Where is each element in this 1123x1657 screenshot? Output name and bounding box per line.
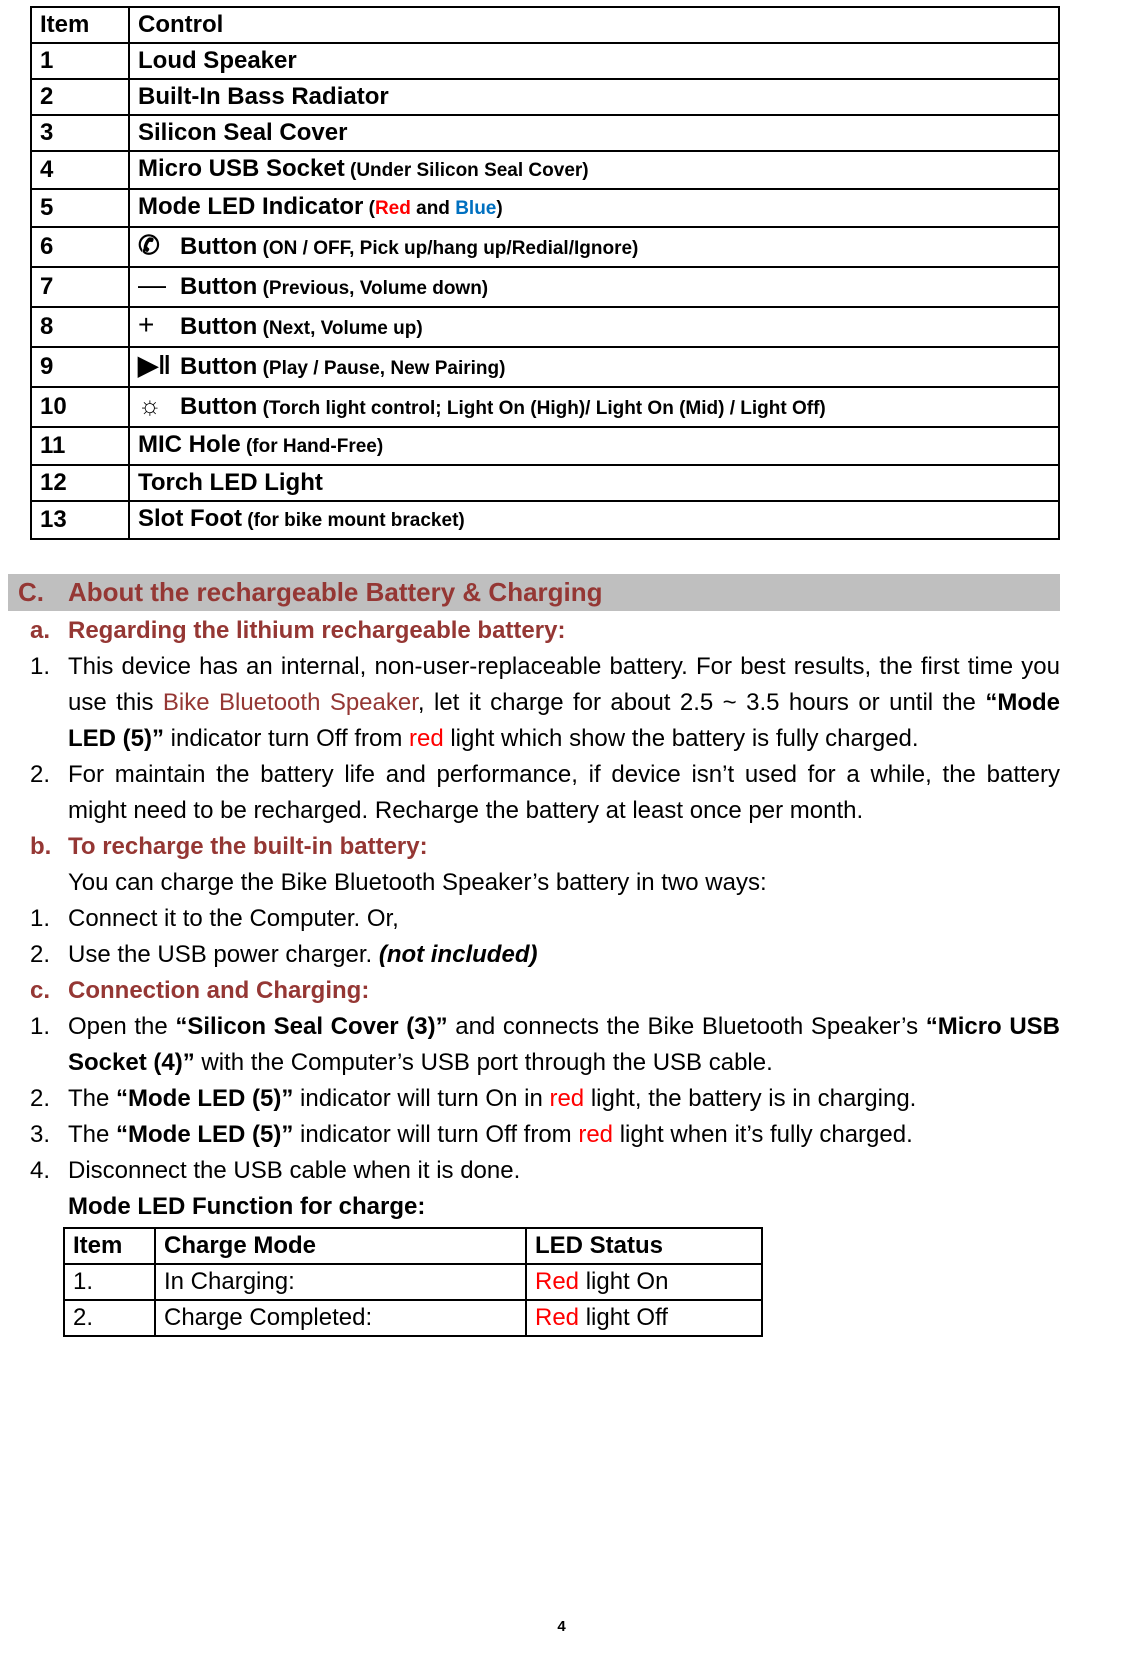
- text-segment: (Next, Volume up): [257, 318, 423, 339]
- text-segment: Red: [374, 198, 411, 219]
- text-segment: (ON / OFF, Pick up/hang up/Redial/Ignore): [257, 238, 639, 259]
- text-segment: MIC Hole: [138, 431, 241, 458]
- text-segment: with the Computer’s USB port through the USB cable.: [194, 1049, 773, 1076]
- control-description-cell: [129, 79, 1059, 115]
- led-charge-mode: In Charging:: [155, 1264, 526, 1300]
- controls-table-row: [31, 347, 1059, 387]
- list-marker-c4: 4.: [30, 1157, 51, 1184]
- control-description-cell: [129, 115, 1059, 151]
- text-segment: indicator turn Off from: [164, 725, 409, 752]
- controls-table-row: [31, 227, 1059, 267]
- section-c-title: About the rechargeable Battery & Charging: [68, 577, 603, 607]
- paragraph-a1: [68, 649, 1060, 757]
- control-description-cell: [129, 347, 1059, 387]
- text-segment: Micro USB Socket: [138, 155, 345, 182]
- led-table-body: [64, 1264, 762, 1336]
- paragraph-b-intro: [68, 865, 1060, 901]
- control-item-number: 3: [31, 115, 129, 151]
- control-description-cell: [129, 43, 1059, 79]
- text-segment: The: [68, 1121, 117, 1148]
- paragraph-a2: [68, 757, 1060, 829]
- text-segment: (Previous, Volume down): [257, 278, 489, 299]
- text-segment: (not included): [378, 941, 538, 968]
- control-item-number: 2: [31, 79, 129, 115]
- subsection-c-heading: [30, 973, 1060, 1009]
- text-segment: “Silicon Seal Cover (3)”: [175, 1013, 448, 1040]
- page-number: 4: [557, 1618, 566, 1635]
- text-segment: (Torch light control; Light On (High)/ Light On (Mid) / Light Off): [257, 398, 826, 419]
- text-segment: ): [496, 198, 503, 219]
- control-description-cell: [129, 227, 1059, 267]
- control-item-number: 13: [31, 501, 129, 539]
- list-item-b1: [30, 901, 1060, 937]
- text-segment: Button: [180, 273, 258, 300]
- text-segment: and: [410, 198, 456, 219]
- text-segment: Use the USB power charger.: [68, 941, 379, 968]
- text-segment: “Micro USB Socket (4)”: [68, 1013, 1061, 1076]
- led-item-number: 2.: [64, 1300, 155, 1336]
- list-item-a2: [30, 757, 1060, 829]
- text-segment: Mode LED Function for charge:: [68, 1193, 426, 1220]
- led-charge-mode: Charge Completed:: [155, 1300, 526, 1336]
- paragraph-b2: [68, 937, 1060, 973]
- controls-table-row: [31, 43, 1059, 79]
- controls-header-item: Item: [31, 7, 129, 43]
- paragraph-c1: [68, 1009, 1060, 1081]
- text-segment: indicator will turn Off from: [293, 1121, 579, 1148]
- controls-table-row: [31, 79, 1059, 115]
- text-segment: Button: [180, 353, 258, 380]
- paragraph-c3: [68, 1117, 1060, 1153]
- controls-table-row: [31, 465, 1059, 501]
- text-segment: Button: [180, 233, 258, 260]
- control-description-cell: [129, 151, 1059, 189]
- led-table-row: [64, 1264, 762, 1300]
- led-status: [526, 1300, 762, 1336]
- text-segment: Mode LED Indicator: [138, 193, 364, 220]
- text-segment: Button: [180, 313, 258, 340]
- control-description-cell: [129, 465, 1059, 501]
- text-segment: Slot Foot: [138, 505, 242, 532]
- text-segment: Silicon Seal Cover: [138, 119, 348, 146]
- control-item-number: 6: [31, 227, 129, 267]
- led-header-charge-mode: Charge Mode: [155, 1228, 526, 1264]
- text-segment: and connects the Bike Bluetooth Speaker’s: [447, 1013, 926, 1040]
- subsection-a-heading: [30, 613, 1060, 649]
- controls-header-control: Control: [129, 7, 1059, 43]
- list-item-c1: [30, 1009, 1060, 1081]
- list-marker-empty: [30, 865, 68, 901]
- list-item-c4: [30, 1153, 1060, 1189]
- controls-table-row: [31, 427, 1059, 465]
- text-segment: (Play / Pause, New Pairing): [257, 358, 506, 379]
- list-marker-a2: 2.: [30, 761, 51, 788]
- subsection-c-title: Connection and Charging:: [68, 977, 370, 1004]
- text-segment: , let it charge for about 2.5 ~ 3.5 hours or until the: [417, 689, 986, 716]
- control-description-cell: [129, 267, 1059, 307]
- text-segment: (: [363, 198, 375, 219]
- list-item-c3: [30, 1117, 1060, 1153]
- list-marker-c3: 3.: [30, 1121, 51, 1148]
- controls-table: [30, 6, 1060, 540]
- subsection-a-marker: a.: [30, 617, 51, 644]
- play-pause-icon: ▶‖: [138, 350, 171, 380]
- text-segment: light Off: [579, 1304, 668, 1331]
- text-segment: light which show the battery is fully charged.: [443, 725, 919, 752]
- led-header-item: Item: [64, 1228, 155, 1264]
- controls-table-body: [31, 43, 1059, 539]
- control-description-cell: [129, 189, 1059, 227]
- text-segment: Red: [535, 1304, 580, 1331]
- text-segment: indicator will turn On in: [293, 1085, 550, 1112]
- list-marker-c1: 1.: [30, 1013, 51, 1040]
- minus-icon: —: [138, 269, 166, 300]
- text-segment: (for Hand-Free): [240, 436, 384, 457]
- list-marker-b1: 1.: [30, 905, 51, 932]
- led-header-led-status: LED Status: [526, 1228, 762, 1264]
- controls-table-header-row: [31, 7, 1059, 43]
- control-description-cell: [129, 387, 1059, 427]
- phone-call-icon: ✆: [138, 230, 160, 260]
- text-segment: This device has an internal, non-user-replaceable battery. For best results, the first time you use this: [68, 653, 1060, 716]
- paragraph-b-intro-row: [30, 865, 1060, 901]
- subsection-c-marker: c.: [30, 977, 51, 1004]
- subsection-a-title: Regarding the lithium rechargeable battery:: [68, 617, 566, 644]
- control-item-number: 4: [31, 151, 129, 189]
- torch-light-icon: ☼: [138, 390, 162, 420]
- text-segment: red: [408, 725, 444, 752]
- led-item-number: 1.: [64, 1264, 155, 1300]
- text-segment: “Mode LED (5)”: [116, 1121, 294, 1148]
- control-item-number: 9: [31, 347, 129, 387]
- text-segment: Open the: [68, 1013, 176, 1040]
- control-item-number: 1: [31, 43, 129, 79]
- control-item-number: 8: [31, 307, 129, 347]
- controls-table-row: [31, 267, 1059, 307]
- control-item-number: 10: [31, 387, 129, 427]
- text-segment: (for bike mount bracket): [241, 510, 465, 531]
- control-description-cell: [129, 501, 1059, 539]
- controls-table-row: [31, 501, 1059, 539]
- section-c-header: [8, 574, 1060, 611]
- control-item-number: 5: [31, 189, 129, 227]
- plus-icon: +: [138, 309, 155, 340]
- led-table-caption-row: [30, 1189, 1060, 1225]
- text-segment: For maintain the battery life and performance, if device isn’t used for a while, the battery might need to be recharged. Recharge the battery at least once per month.: [68, 761, 1060, 824]
- text-segment: light On: [579, 1268, 669, 1295]
- list-marker-c2: 2.: [30, 1085, 51, 1112]
- text-segment: Blue: [455, 198, 497, 219]
- text-segment: light, the battery is in charging.: [584, 1085, 917, 1112]
- text-segment: Torch LED Light: [138, 469, 323, 496]
- text-segment: red: [578, 1121, 614, 1148]
- controls-table-row: [31, 151, 1059, 189]
- list-item-a1: [30, 649, 1060, 757]
- control-item-number: 12: [31, 465, 129, 501]
- control-item-number: 11: [31, 427, 129, 465]
- list-marker-b2: 2.: [30, 941, 51, 968]
- subsection-b-marker: b.: [30, 833, 52, 860]
- controls-table-row: [31, 189, 1059, 227]
- controls-table-row: [31, 307, 1059, 347]
- list-item-c2: [30, 1081, 1060, 1117]
- text-segment: Built-In Bass Radiator: [138, 83, 389, 110]
- text-segment: “Mode LED (5)”: [68, 689, 1060, 752]
- led-table-header-row: [64, 1228, 762, 1264]
- list-item-b2: [30, 937, 1060, 973]
- text-segment: Bike Bluetooth Speaker: [162, 689, 418, 716]
- paragraph-c2: [68, 1081, 1060, 1117]
- subsection-b-heading: [30, 829, 1060, 865]
- list-marker-empty: [30, 1189, 68, 1225]
- led-table-row: [64, 1300, 762, 1336]
- text-segment: red: [549, 1085, 585, 1112]
- list-marker-a1: 1.: [30, 653, 51, 680]
- text-segment: (Under Silicon Seal Cover): [344, 160, 589, 181]
- paragraph-c4: [68, 1153, 1060, 1189]
- control-description-cell: [129, 307, 1059, 347]
- text-segment: The: [68, 1085, 117, 1112]
- text-segment: You can charge the Bike Bluetooth Speaker’s battery in two ways:: [68, 869, 767, 896]
- controls-table-row: [31, 115, 1059, 151]
- led-table-caption: [68, 1189, 1060, 1225]
- controls-table-row: [31, 387, 1059, 427]
- control-item-number: 7: [31, 267, 129, 307]
- text-segment: Connect it to the Computer. Or,: [68, 905, 399, 932]
- text-segment: Disconnect the USB cable when it is done.: [68, 1157, 521, 1184]
- control-description-cell: [129, 427, 1059, 465]
- subsection-b-title: To recharge the built-in battery:: [68, 833, 428, 860]
- text-segment: Loud Speaker: [138, 47, 297, 74]
- section-c-marker: C.: [18, 577, 44, 607]
- paragraph-b1: [68, 901, 1060, 937]
- led-table: [63, 1227, 763, 1337]
- led-status: [526, 1264, 762, 1300]
- text-segment: light when it’s fully charged.: [613, 1121, 913, 1148]
- text-segment: Red: [535, 1268, 580, 1295]
- text-segment: Button: [180, 393, 258, 420]
- text-segment: “Mode LED (5)”: [116, 1085, 294, 1112]
